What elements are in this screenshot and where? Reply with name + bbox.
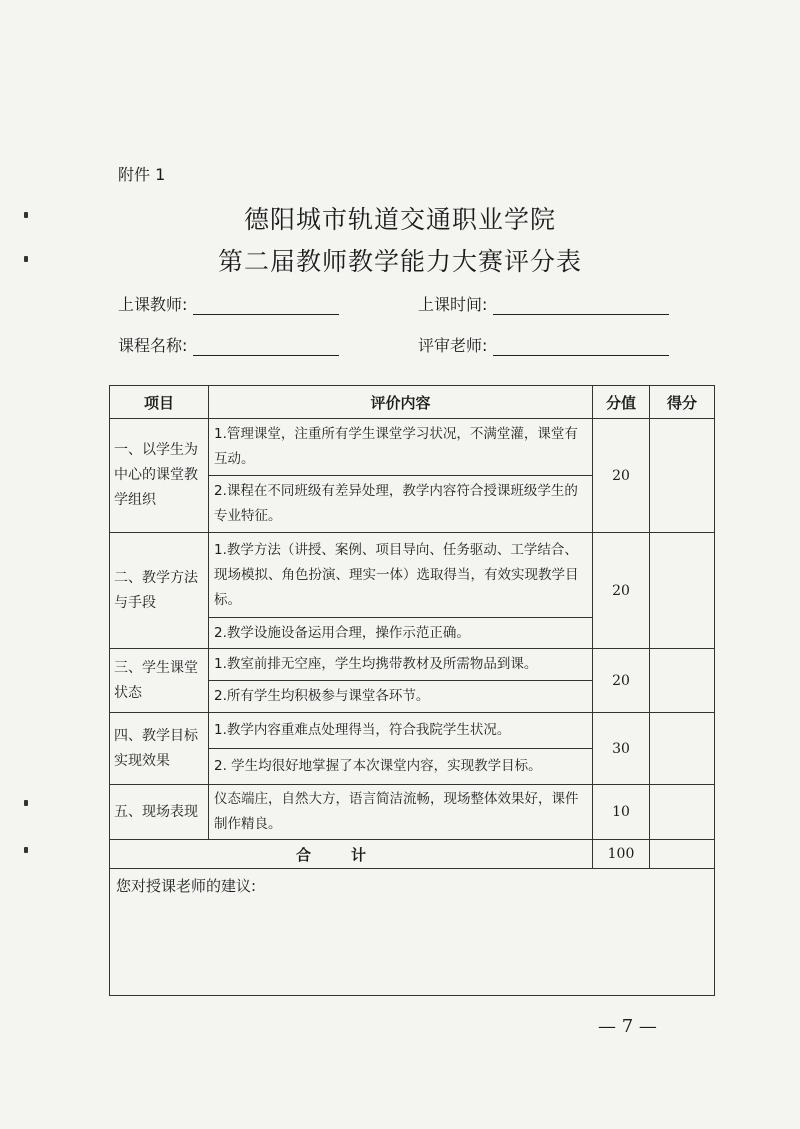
reviewer-field xyxy=(418,333,669,356)
value-cell: 20 xyxy=(593,649,650,713)
time-field xyxy=(418,292,669,315)
page-number: — 7 — xyxy=(598,1016,657,1037)
total-label: 合计 xyxy=(110,840,593,869)
score-table xyxy=(109,385,715,996)
item-cell: 一、以学生为中心的课堂教学组织 xyxy=(110,419,209,533)
score-cell[interactable] xyxy=(650,533,715,649)
header-value: 分值 xyxy=(593,386,650,419)
total-row xyxy=(110,840,715,869)
teacher-field xyxy=(118,292,339,315)
scan-mark xyxy=(24,212,28,218)
header-score: 得分 xyxy=(650,386,715,419)
course-label: 课程名称: xyxy=(118,336,188,355)
item-cell: 三、学生课堂状态 xyxy=(110,649,209,713)
suggestion-row xyxy=(110,869,715,996)
content-cell: 2.所有学生均积极参与课堂各环节。 xyxy=(209,681,593,713)
content-cell: 仪态端庄，自然大方，语言简洁流畅，现场整体效果好，课件制作精良。 xyxy=(209,785,593,840)
score-cell[interactable] xyxy=(650,713,715,785)
value-cell: 10 xyxy=(593,785,650,840)
course-field xyxy=(118,333,339,356)
reviewer-label: 评审老师: xyxy=(418,336,488,355)
teacher-blank xyxy=(193,296,339,315)
total-value: 100 xyxy=(593,840,650,869)
content-cell: 2.教学设施设备运用合理，操作示范正确。 xyxy=(209,618,593,649)
total-score-cell[interactable] xyxy=(650,840,715,869)
teacher-label: 上课教师: xyxy=(118,295,188,314)
score-cell[interactable] xyxy=(650,785,715,840)
item-cell: 四、教学目标实现效果 xyxy=(110,713,209,785)
course-blank xyxy=(193,337,339,356)
content-cell: 1.教室前排无空座，学生均携带教材及所需物品到课。 xyxy=(209,649,593,681)
table-header-row xyxy=(110,386,715,419)
time-label: 上课时间: xyxy=(418,295,488,314)
content-cell: 1.教学方法（讲授、案例、项目导向、任务驱动、工学结合、现场模拟、角色扮演、理实一体）选取得当，有效实现教学目标。 xyxy=(209,533,593,618)
content-cell: 2.课程在不同班级有差异处理，教学内容符合授课班级学生的专业特征。 xyxy=(209,476,593,533)
item-cell: 五、现场表现 xyxy=(110,785,209,840)
header-item: 项目 xyxy=(110,386,209,419)
item-cell: 二、教学方法与手段 xyxy=(110,533,209,649)
table-row xyxy=(110,419,715,476)
value-cell: 20 xyxy=(593,419,650,533)
scan-mark xyxy=(24,256,28,262)
content-cell: 2. 学生均很好地掌握了本次课堂内容，实现教学目标。 xyxy=(209,749,593,785)
table-row xyxy=(110,785,715,840)
document-title-line2: 第二届教师教学能力大赛评分表 xyxy=(217,247,582,276)
value-cell: 20 xyxy=(593,533,650,649)
table-row xyxy=(110,713,715,749)
table-row xyxy=(110,533,715,618)
scan-mark xyxy=(24,800,28,806)
suggestion-cell[interactable] xyxy=(110,869,715,996)
score-cell[interactable] xyxy=(650,649,715,713)
time-blank xyxy=(493,296,669,315)
suggestion-label: 您对授课老师的建议: xyxy=(116,877,257,895)
reviewer-blank xyxy=(493,337,669,356)
content-cell: 1.教学内容重难点处理得当，符合我院学生状况。 xyxy=(209,713,593,749)
content-cell: 1.管理课堂，注重所有学生课堂学习状况，不满堂灌，课堂有互动。 xyxy=(209,419,593,476)
table-row xyxy=(110,649,715,681)
header-content: 评价内容 xyxy=(209,386,593,419)
document-title-line1: 德阳城市轨道交通职业学院 xyxy=(243,205,556,234)
value-cell: 30 xyxy=(593,713,650,785)
score-cell[interactable] xyxy=(650,419,715,533)
scan-mark xyxy=(24,847,28,853)
attachment-label: 附件 1 xyxy=(118,165,166,184)
